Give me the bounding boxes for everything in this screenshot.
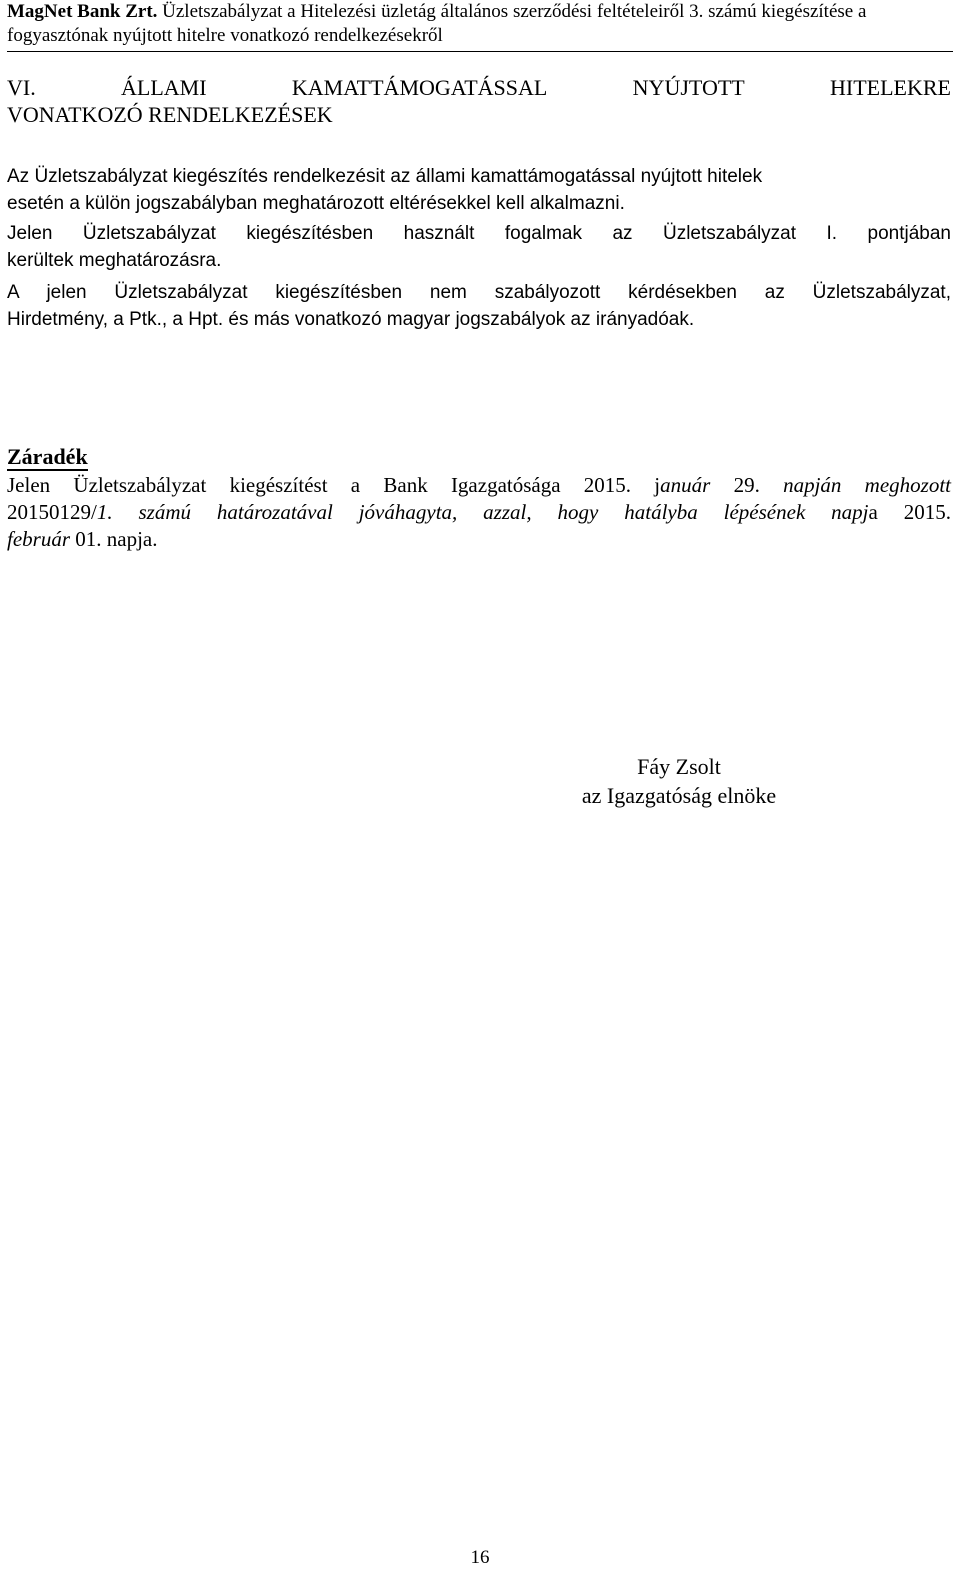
chapter-word-2: KAMATTÁMOGATÁSSAL — [291, 75, 548, 100]
signature-role: az Igazgatóság elnöke — [581, 783, 777, 808]
zaradek-text-1a: Jelen Üzletszabályzat kiegészítést a Bank Igazgatósága 2015. j — [7, 473, 661, 497]
paragraph-2-line-2: kerültek meghatározásra. — [7, 250, 222, 271]
zaradek-text-1b: anuár — [660, 473, 711, 497]
zaradek-text-1d: napján meghozott — [783, 473, 952, 497]
paragraph-3-line-2: Hirdetmény, a Ptk., a Hpt. és más vonatkozó magyar jogszabályok az irányadóak. — [7, 309, 695, 330]
paragraph-1-line-2: esetén a külön jogszabályban meghatározott eltérésekkel kell alkalmazni. — [7, 193, 625, 214]
zaradek-text-2a: 20150129/ — [7, 500, 97, 524]
chapter-title — [7, 74, 951, 128]
chapter-title-line-2: VONATKOZÓ RENDELKEZÉSEK — [7, 102, 333, 127]
zaradek-text-2b: 1. számú határozatával jóváhagyta, azzal, hogy hatályba lépésének napj — [96, 500, 869, 524]
zaradek-text-3b: 01. napja. — [70, 527, 158, 551]
page-number: 16 — [470, 1547, 490, 1568]
chapter-word-4: HITELEKRE — [830, 75, 951, 100]
paragraph-2-line-1: Jelen Üzletszabályzat kiegészítésben használt fogalmak az Üzletszabályzat I. pontjában — [7, 223, 951, 244]
zaradek-heading: Záradék — [7, 444, 88, 469]
signature-name: Fáy Zsolt — [637, 754, 721, 779]
zaradek-paragraph — [7, 472, 951, 553]
zaradek-text-2c: a 2015. — [868, 500, 951, 524]
paragraph-3-line-1: A jelen Üzletszabályzat kiegészítésben nem szabályozott kérdésekben az Üzletszabályzat, — [7, 282, 951, 303]
paragraph-2 — [7, 220, 951, 274]
header-title: Üzletszabályzat a Hitelezési üzletág általános szerződési feltételeiről 3. számú kiegészítése a — [162, 1, 867, 22]
paragraph-1-text-1: Az Üzletszabályzat kiegészítés rendelkezésit az állami kamattámogatással nyújtott hitelek — [7, 166, 763, 187]
chapter-number: VI. — [7, 75, 36, 100]
paragraph-1 — [7, 163, 951, 217]
header-line-1 — [7, 0, 953, 24]
paragraph-1-line-1 — [7, 163, 951, 190]
zaradek-text-1c: 29. — [710, 473, 784, 497]
chapter-word-1: ÁLLAMI — [121, 75, 207, 100]
zaradek-line-2 — [7, 499, 951, 526]
header-divider — [7, 51, 953, 52]
header-line-2: fogyasztónak nyújtott hitelre vonatkozó rendelkezésekről — [7, 25, 443, 46]
zaradek-line-3 — [7, 526, 951, 553]
chapter-word-3: NYÚJTOTT — [632, 75, 745, 100]
paragraph-3 — [7, 279, 951, 333]
zaradek-line-1 — [7, 472, 951, 499]
bank-name: MagNet Bank Zrt. — [7, 1, 158, 22]
page-header — [7, 0, 953, 48]
zaradek-text-3a: február — [7, 527, 70, 551]
chapter-title-line-1 — [7, 74, 951, 101]
